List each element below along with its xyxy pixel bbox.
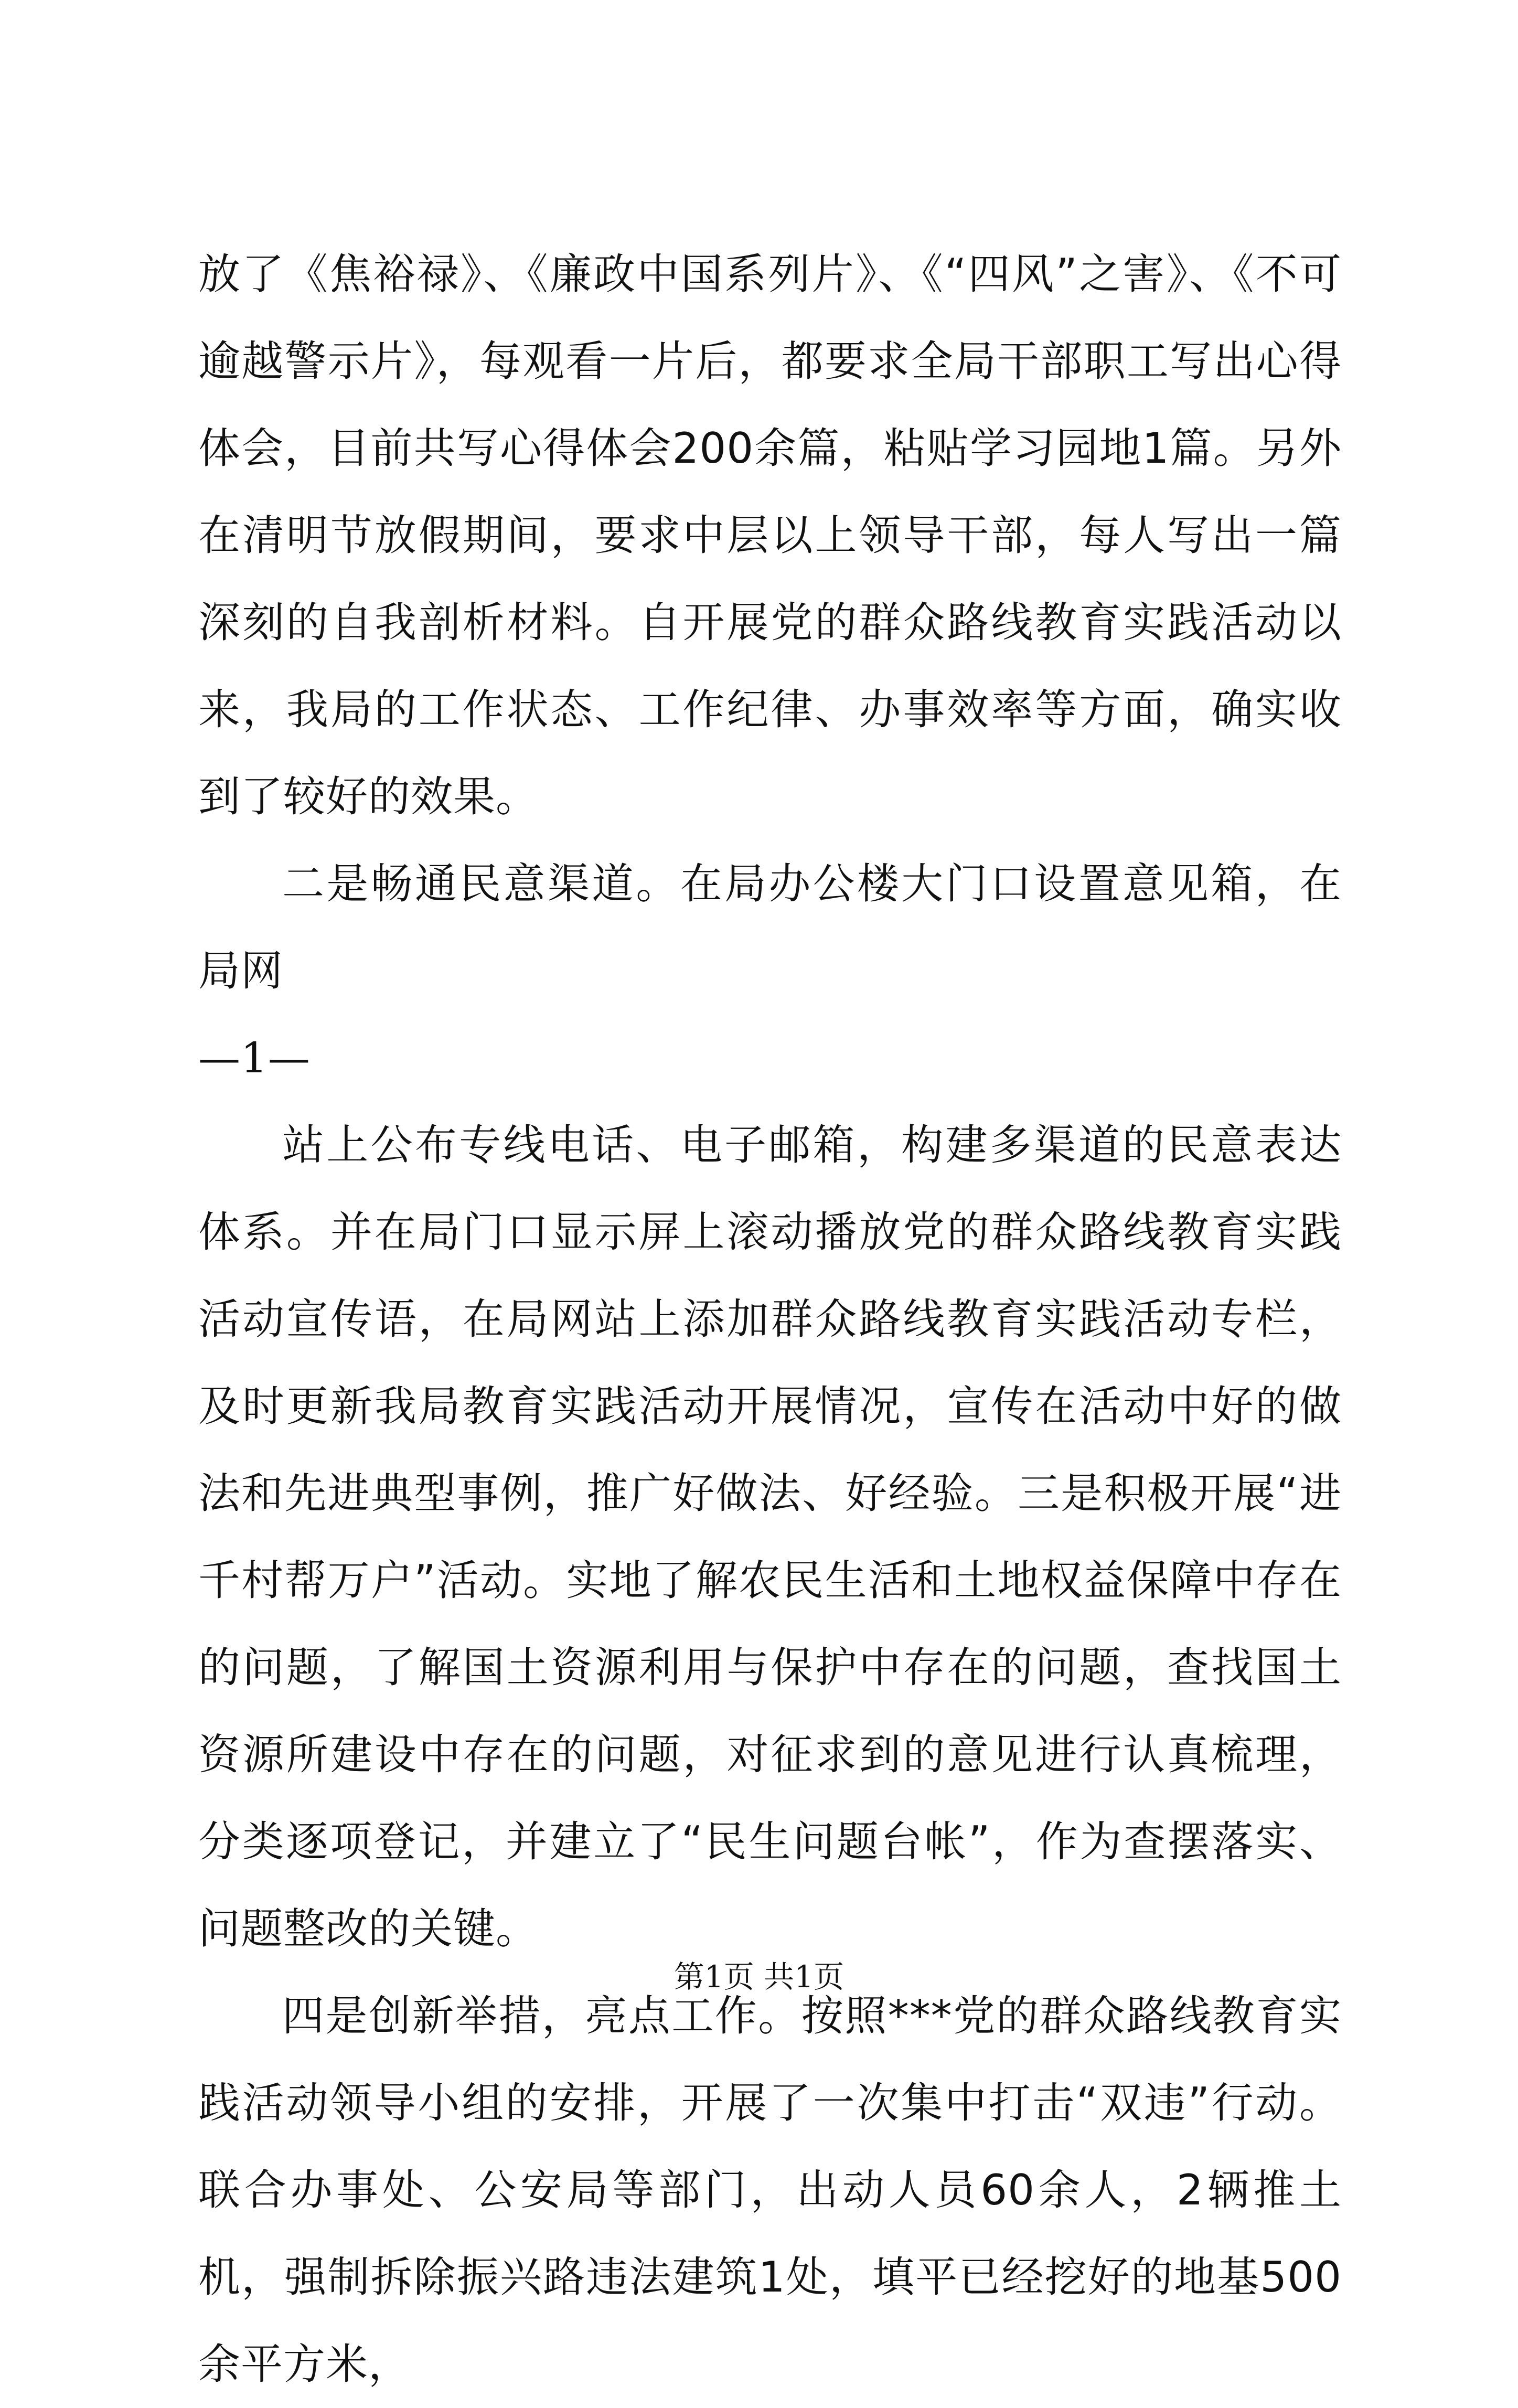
paragraph-4: 四是创新举措，亮点工作。按照***党的群众路线教育实践活动领导小组的安排，开展了一次集中打击“双违”行动。联合办事处、公安局等部门，出动人员60余人，2辆推土机，强制拆除振兴路违法建筑1处，填平已经挖好的地基500余平方米， <box>198 1991 1342 2389</box>
page-footer: 第1页 共1页 <box>674 1959 844 1995</box>
document-body <box>198 231 1342 2408</box>
paragraph-1: 放了《焦裕禄》、《廉政中国系列片》、《“四风”之害》、《不可逾越警示片》，每观看一片后，都要求全局干部职工写出心得体会，目前共写心得体会200余篇，粘贴学习园地1篇。另外在清明节放假期间，要求中层以上领导干部，每人写出一篇深刻的自我剖析材料。自开展党的群众路线教育实践活动以来，我局的工作状态、工作纪律、办事效率等方面，确实收到了较好的效果。 <box>198 250 1342 821</box>
paragraph-2: 二是畅通民意渠道。在局办公楼大门口设置意见箱，在局网 <box>198 859 1342 995</box>
inline-page-number: —1— <box>198 1033 311 1082</box>
paragraph-3: 站上公布专线电话、电子邮箱，构建多渠道的民意表达体系。并在局门口显示屏上滚动播放党的群众路线教育实践活动宣传语，在局网站上添加群众路线教育实践活动专栏，及时更新我局教育实践活动开展情况，宣传在活动中好的做法和先进典型事例，推广好做法、好经验。三是积极开展“进千村帮万户”活动。实地了解农民生活和土地权益保障中存在的问题，了解国土资源利用与保护中存在的问题，查找国土资源所建设中存在的问题，对征求到的意见进行认真梳理，分类逐项登记，并建立了“民生问题台帐”，作为查摆落实、问题整改的关键。 <box>198 1121 1342 1953</box>
